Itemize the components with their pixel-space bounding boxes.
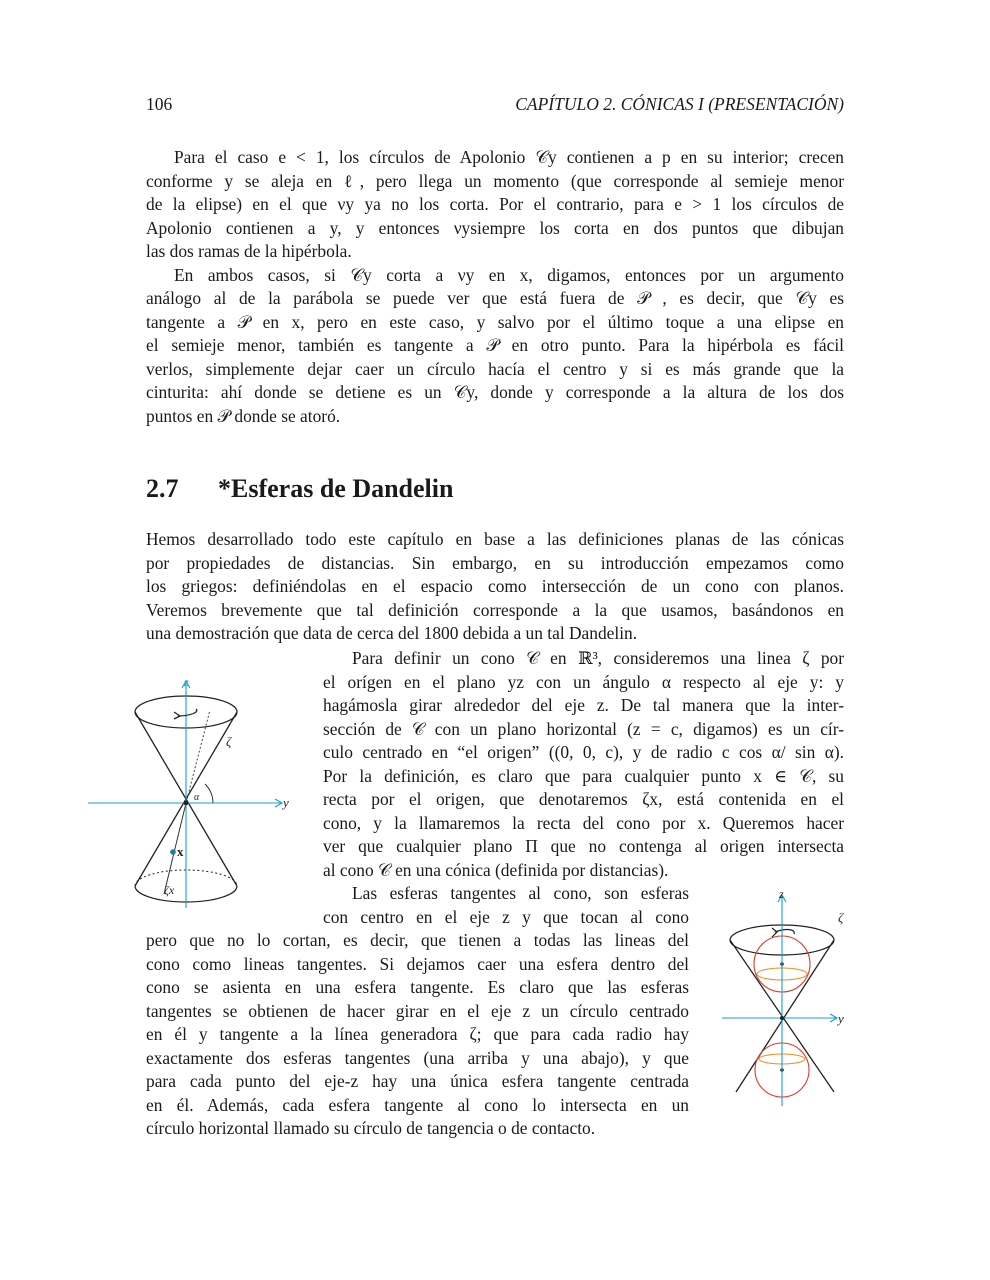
text-line: exactamente dos esferas tangentes (una arriba y una abajo), y que (146, 1047, 689, 1068)
x-point-label: x (177, 844, 184, 859)
section-heading (146, 474, 844, 504)
text-line: ver que cualquier plano Π que no contenga al origen intersecta (323, 836, 844, 856)
text-line: círculo horizontal llamado su círculo de tangencia o de contacto. (146, 1118, 596, 1138)
rotation-arrow-icon (772, 928, 777, 937)
page-header (146, 94, 844, 118)
origin-point (780, 1016, 784, 1020)
text-line: tangente a 𝒫 en x, pero en este caso, y salvo por el último toque a una elipse en (146, 311, 844, 332)
rotation-arc (775, 930, 794, 934)
text-line: cinturita: ahí donde se detiene es un 𝒞y, donde y corresponde a la altura de los dos (146, 382, 844, 402)
zeta-line-upper (186, 710, 210, 803)
text-line: para cada punto del eje-z hay una única esfera tangente centrada (146, 1071, 689, 1091)
origin-point (184, 801, 189, 806)
text-line: en él y tangente a la línea generadora ζ; que para cada radio hay (146, 1024, 689, 1044)
page-number: 106 (146, 94, 173, 114)
zeta-x-label: ζx (164, 883, 175, 897)
text-line: análogo al de la parábola se puede ver que está fuera de 𝒫 , es decir, que 𝒞y es (146, 288, 844, 308)
cone-definition-paragraph (323, 647, 844, 882)
text-line: con centro en el eje z y que tocan al cono (323, 906, 689, 927)
text-line: una demostración que data de cerca del 1800 debida a un tal Dandelin. (146, 623, 638, 643)
sphere-paragraph-wide (146, 929, 689, 1141)
text-line: Veremos brevemente que tal definición corresponde a la que usamos, basándonos en (146, 599, 844, 620)
zeta-label: ζ (226, 734, 232, 749)
text-line: sección de 𝒞 con un plano horizontal (z = c, digamos) es un cír- (323, 718, 844, 739)
dandelin-spheres-figure (720, 884, 860, 1114)
cone-generator-right (736, 940, 834, 1092)
sphere-text-narrow (323, 882, 689, 929)
text-line: pero que no lo cortan, es decir, que tienen a todas las lineas del (146, 930, 689, 950)
text-line: el semieje menor, también es tangente a 𝒫 en otro punto. Para la hipérbola es fácil (146, 335, 844, 355)
text-line: culo centrado en “el origen” ((0, 0, c), y de radio c cos α/ sin α). (323, 742, 844, 762)
text-line: Para definir un cono 𝒞 en ℝ³, consideremos una linea ζ por (352, 648, 844, 668)
alpha-label: α (194, 792, 200, 803)
text-line: los griegos: definiéndolas en el espacio como intersección de un cono con planos. (146, 576, 844, 596)
text-line: por propiedades de distancias. Sin embargo, en su introducción empezamos como (146, 552, 844, 573)
text-line: tangentes se obtienen de hacer girar en el eje z un círculo centrado (146, 1000, 689, 1021)
alpha-arc (205, 784, 213, 803)
intro-paragraph (146, 528, 844, 646)
sphere-text-wide (146, 929, 689, 1141)
section-number: 2.7 (146, 474, 179, 503)
top-paragraphs (146, 146, 844, 428)
text-line: conforme y se aleja en ℓ, pero llega un momento (que corresponde al semieje menor (146, 170, 844, 191)
rotation-arrow-icon (174, 712, 180, 719)
z-label: z (184, 675, 189, 689)
text-line: de la elipse) en el que νy ya no los corta. Por el contrario, para e > 1 los círculos de (146, 194, 844, 214)
zeta-label: ζ (838, 910, 844, 925)
text-line: puntos en 𝒫 donde se atoró. (146, 405, 341, 426)
section-title-text: *Esferas de Dandelin (218, 474, 454, 503)
intro-text (146, 528, 844, 646)
sphere-paragraph-narrow (323, 882, 689, 929)
text-line: Para el caso e < 1, los círculos de Apolonio 𝒞y contienen a p en su interior; crecen (174, 147, 844, 167)
text-line: en él. Además, cada esfera tangente al cono lo intersecta en un (146, 1094, 689, 1115)
text-line: el orígen en el plano yz con un ángulo α respecto al eje y: y (323, 671, 844, 692)
top-text (146, 146, 844, 428)
y-label: y (283, 795, 289, 810)
text-line: Por la definición, es claro que para cualquier punto x ∈ 𝒞, su (323, 765, 844, 786)
text-line: Apolonio contienen a y, y entonces νysiempre los corta en dos puntos que dibujan (146, 217, 844, 238)
x-point (170, 849, 176, 855)
text-line: las dos ramas de la hipérbola. (146, 241, 352, 261)
y-label: y (838, 1011, 844, 1026)
text-line: recta por el origen, que denotaremos ζx, está contenida en el (323, 789, 844, 809)
text-line: hagámosla girar alrededor del eje z. De tal manera que la inter- (323, 695, 844, 715)
text-line: cono como lineas tangentes. Si dejamos caer una esfera dentro del (146, 953, 689, 974)
text-line: cono, y la llamaremos la recta del cono por x. Queremos hacer (323, 812, 844, 833)
cone-figure (86, 672, 301, 912)
running-head: CAPÍTULO 2. CÓNICAS I (PRESENTACIÓN) (515, 94, 844, 114)
text-line: al cono 𝒞 en una cónica (definida por distancias). (323, 859, 669, 880)
text-line: cono se asienta en una esfera tangente. Es claro que las esferas (146, 977, 689, 997)
cone-text (323, 647, 844, 882)
text-line: Las esferas tangentes al cono, son esferas (352, 883, 689, 903)
text-line: En ambos casos, si 𝒞y corta a νy en x, digamos, entonces por un argumento (174, 264, 844, 285)
text-line: Hemos desarrollado todo este capítulo en base a las definiciones planas de las cónicas (146, 529, 844, 549)
text-line: verlos, simplemente dejar caer un círculo hacía el centro y si es más grande que la (146, 358, 844, 379)
z-label: z (779, 887, 784, 901)
rotation-arc (178, 709, 197, 716)
